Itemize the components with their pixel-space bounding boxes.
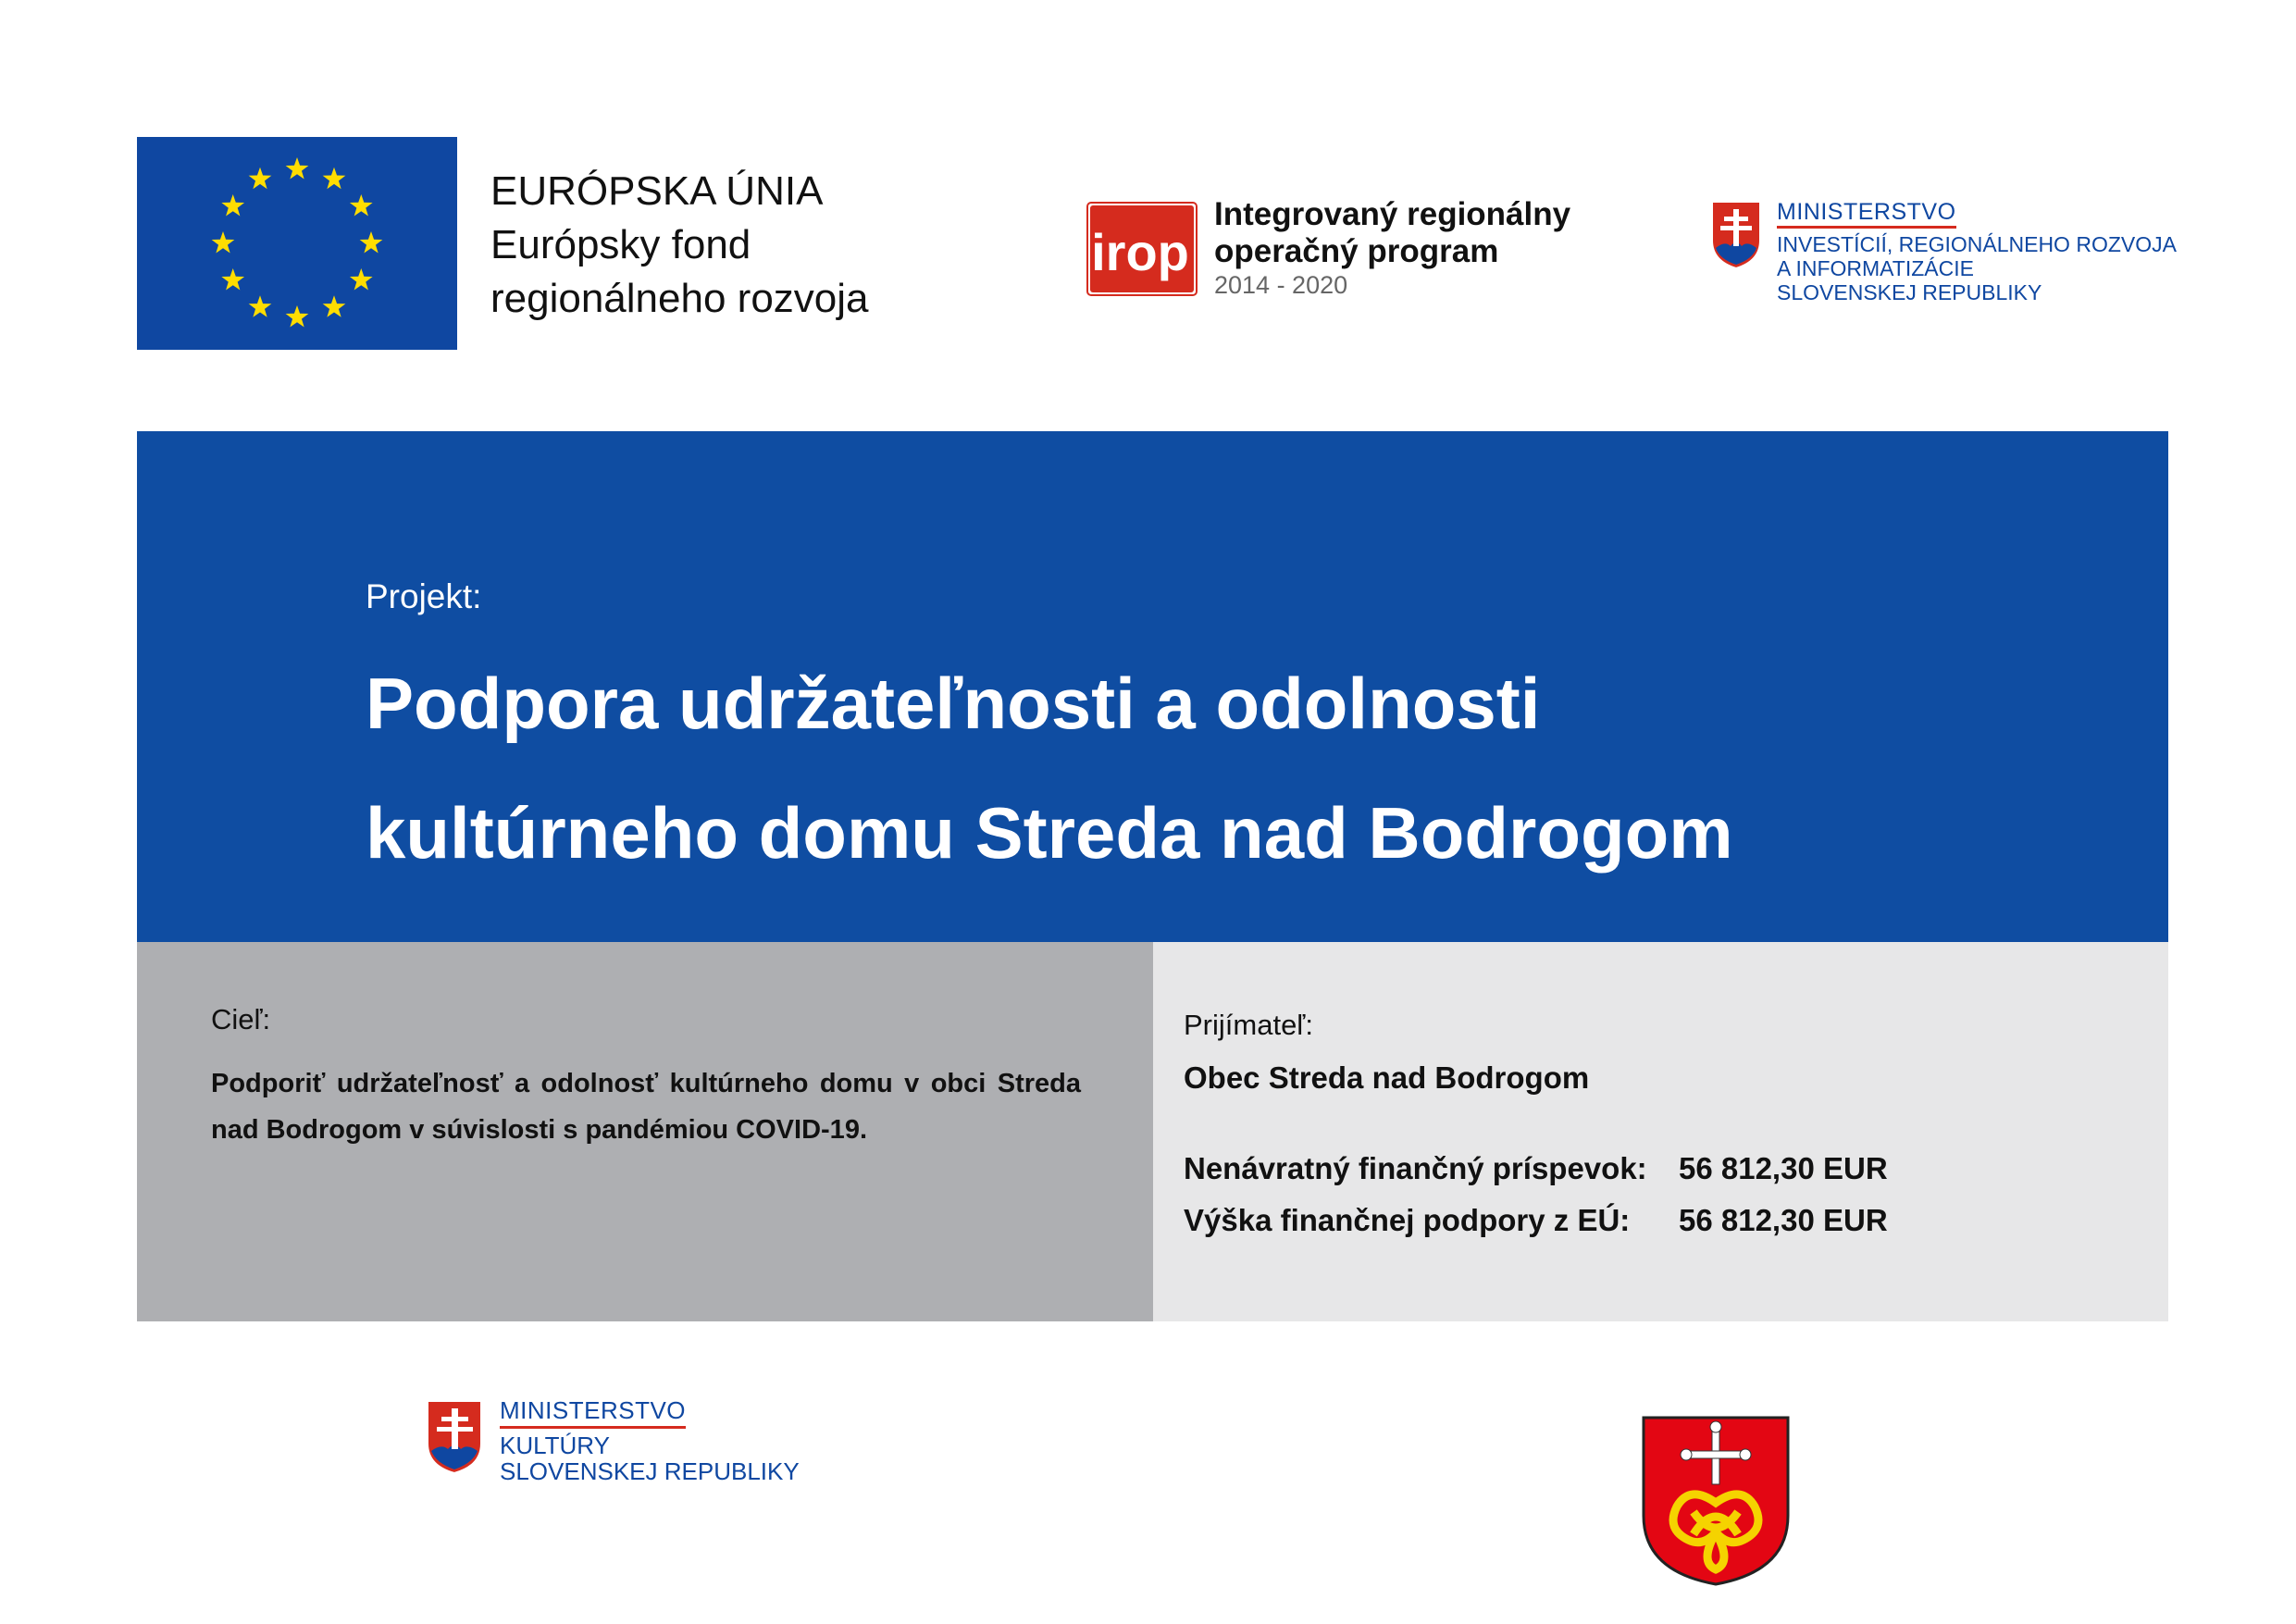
culture-ministry-line: SLOVENSKEJ REPUBLIKY (500, 1457, 800, 1485)
eu-flag-icon (137, 137, 457, 350)
recipient-label: Prijímateľ: (1184, 1009, 1313, 1041)
slovak-crest-icon (1710, 200, 1762, 270)
recipient-name: Obec Streda nad Bodrogom (1184, 1060, 1590, 1095)
mirri-title: MINISTERSTVO (1777, 200, 1956, 229)
irop-years: 2014 - 2020 (1214, 271, 1348, 299)
project-title-line: kultúrneho domu Streda nad Bodrogom (366, 792, 1733, 874)
eu-fund-text (490, 165, 869, 326)
eu-star-icon (350, 194, 373, 217)
eu-star-icon (286, 305, 309, 328)
eu-fund-line: regionálneho rozvoja (490, 276, 869, 321)
eu-star-icon (249, 295, 272, 317)
grant-amount-row (1184, 1151, 1888, 1186)
eu-star-icon (286, 157, 309, 180)
mirri-line: A INFORMATIZÁCIE (1777, 256, 1974, 280)
eu-star-icon (323, 295, 346, 317)
eu-support-label: Výška finančnej podpory z EÚ: (1184, 1203, 1631, 1237)
mirri-text (1777, 200, 2177, 304)
coat-of-arms-icon (1640, 1414, 1792, 1588)
culture-ministry-line: KULTÚRY (500, 1432, 610, 1459)
eu-star-icon (221, 194, 244, 217)
eu-support-value: 56 812,30 EUR (1679, 1203, 1888, 1237)
grant-amount-label: Nenávratný finančný príspevok: (1184, 1151, 1647, 1185)
irop-title-line: operačný program (1214, 233, 1499, 269)
mirri-line: SLOVENSKEJ REPUBLIKY (1777, 280, 2042, 304)
goal-text: Podporiť udržateľnosť a odolnosť kultúrneho domu v obci Streda nad Bodrogom v súvislosti s pandémiou COVID-19. (211, 1069, 1081, 1145)
eu-star-icon (350, 268, 373, 291)
goal-label: Cieľ: (211, 1003, 271, 1035)
irop-text (1214, 196, 1570, 300)
eu-star-icon (323, 167, 346, 190)
grant-amount-value: 56 812,30 EUR (1679, 1151, 1888, 1185)
eu-fund-line: Európsky fond (490, 222, 751, 267)
eu-star-icon (360, 231, 383, 254)
slovak-crest-icon (426, 1399, 483, 1475)
eu-star-icon (221, 268, 244, 291)
eu-star-icon (249, 167, 272, 190)
eu-title: EURÓPSKA ÚNIA (490, 168, 824, 214)
project-title (366, 638, 1733, 898)
irop-title-line: Integrovaný regionálny (1214, 196, 1571, 232)
recipient-panel (1153, 942, 2168, 1321)
project-label: Projekt: (366, 577, 482, 615)
irop-logo-text: irop (1091, 223, 1189, 281)
eu-support-row (1184, 1203, 1888, 1238)
mirri-line: INVESTÍCIÍ, REGIONÁLNEHO ROZVOJA (1777, 232, 2177, 256)
eu-star-icon (212, 231, 235, 254)
project-title-line: Podpora udržateľnosti a odolnosti (366, 663, 1541, 744)
culture-ministry-text (500, 1397, 800, 1484)
culture-ministry-title: MINISTERSTVO (500, 1397, 686, 1429)
irop-logo-icon (1086, 202, 1198, 296)
